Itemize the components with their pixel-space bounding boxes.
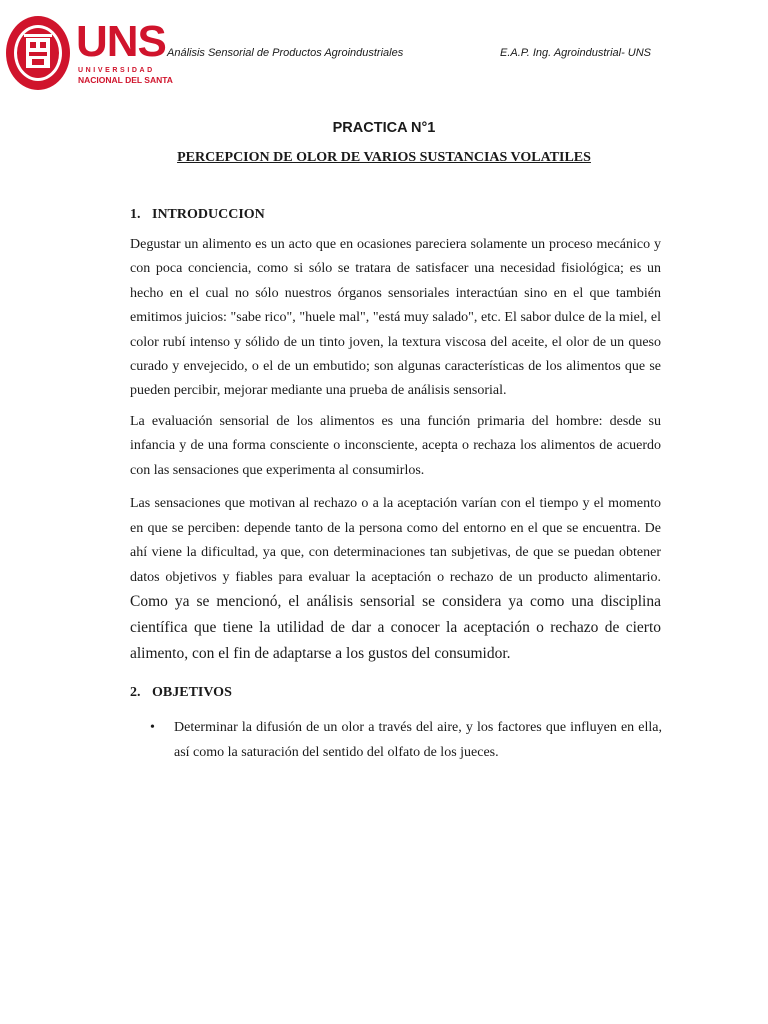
bullet-icon: • [150, 720, 155, 735]
paragraph [130, 492, 661, 667]
paragraph: La evaluación sensorial de los alimentos es una función primaria del hombre: desde su infancia y de una forma consciente o inconsciente, acepta o rechaza los alimentos de acuerdo con las sensaciones que experimenta al consumirlos. [130, 414, 661, 478]
practice-title: PRACTICA N°1 [332, 120, 436, 136]
paragraph: Degustar un alimento es un acto que en ocasiones pareciera solamente un proceso mecánico y con poca conciencia, como si sólo se tratara de satisfacer una necesidad fisiológica; es un hecho en el cual no sólo nuestros órganos sensoriales interactúan sino en el que también emitimos juicios: "sabe rico", "huele mal", "está muy salado", etc. El sabor dulce de la miel, el color rubí intenso y sólido de un tinto joven, la textura viscosa del aceite, el olor de un queso curado y envejecido, o el de un embutido; son algunas características de los alimentos que se pueden percibir, mejorar mediante una prueba de análisis sensorial. [130, 237, 661, 399]
section-number: 2. [130, 685, 141, 700]
list-item-text: Determinar la difusión de un olor a través del aire, y los factores que influyen en ella, así como la saturación del sentido del olfato de los jueces. [174, 720, 662, 760]
practice-subtitle: PERCEPCION DE OLOR DE VARIOS SUSTANCIAS VOLATILES [177, 150, 591, 165]
section-title: OBJETIVOS [152, 685, 232, 700]
section-number: 1. [130, 207, 141, 222]
paragraph-text-large: Como ya se mencionó, el análisis sensorial se considera ya como una disciplina científica que tiene la utilidad de dar a conocer la aceptación o rechazo de cierto alimento, con el fin de adaptarse a los gustos del consumidor. [130, 593, 661, 662]
logo-subtitle [78, 66, 173, 85]
header-school: E.A.P. Ing. Agroindustrial- UNS [500, 47, 652, 59]
list-item [150, 716, 662, 765]
logo-sub-line2: NACIONAL DEL SANTA [78, 75, 173, 85]
logo-wordmark: UNS [76, 17, 166, 66]
section-heading-objetivos [130, 685, 232, 701]
section-title: INTRODUCCION [152, 207, 265, 222]
paragraph-text: Las sensaciones que motivan al rechazo o a la aceptación varían con el tiempo y el momento en que se perciben: depende tanto de la persona como del entorno en el que se encuentra. De ahí viene la dificultad, ya que, con determinaciones tan subjetivas, de que se puedan obtener datos objetivos y fiables para evaluar la aceptación o rechazo de un producto alimentario. [130, 496, 661, 585]
logo-sub-line1: UNIVERSIDAD [78, 67, 155, 74]
section-heading-introduccion [130, 207, 265, 223]
header-course-title: Análisis Sensorial de Productos Agroindustriales [167, 47, 404, 59]
university-seal-logo [4, 14, 72, 92]
